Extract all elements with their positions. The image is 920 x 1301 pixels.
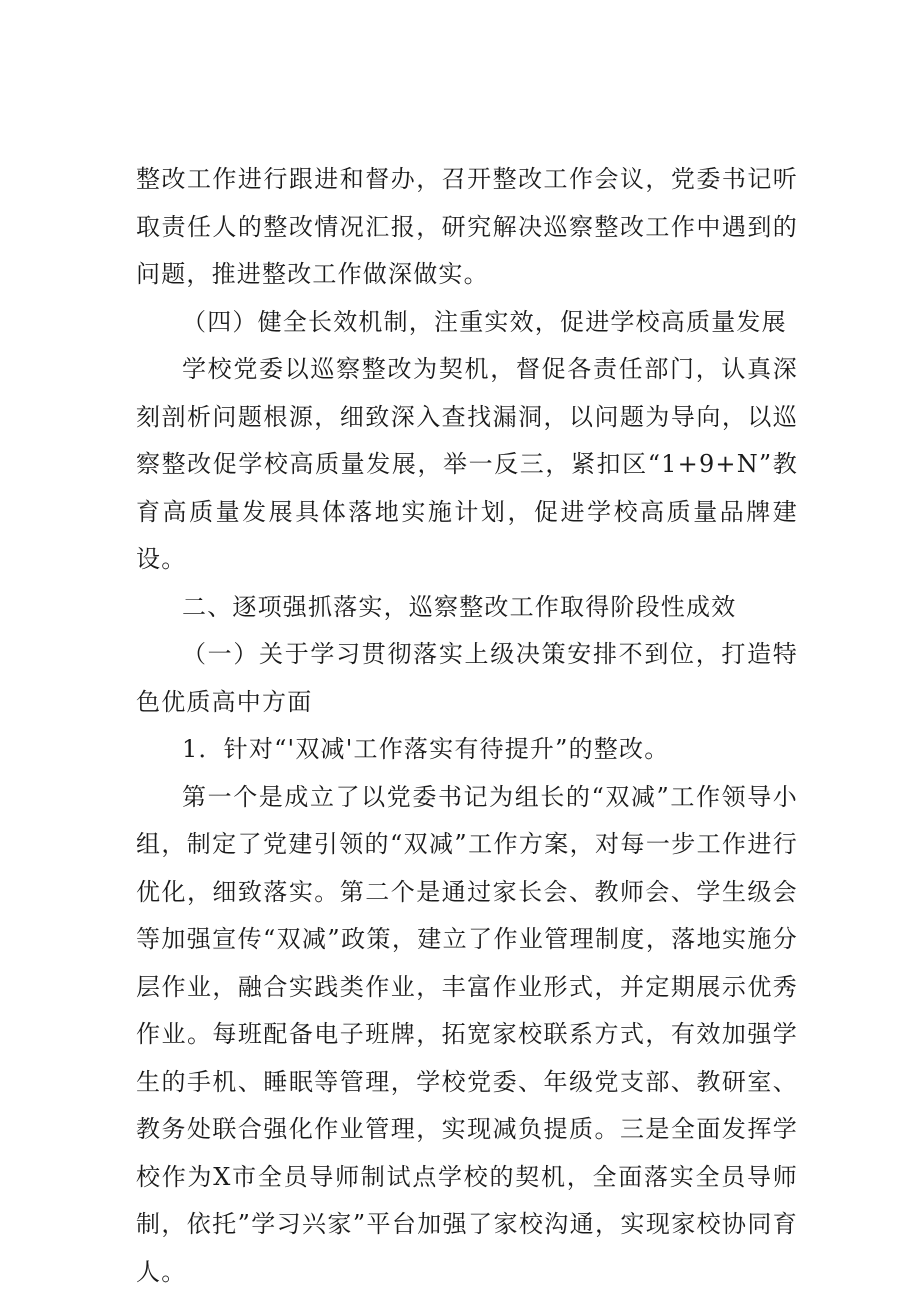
section-heading-4: （四）健全长效机制，注重实效，促进学校高质量发展: [182, 307, 787, 336]
chapter-heading-2: 二、逐项强抓落实，巡察整改工作取得阶段性成效: [182, 592, 737, 621]
paragraph-continuation: 整改工作进行跟进和督办，召开整改工作会议，党委书记听取责任人的整改情况汇报，研究解决巡察整改工作中遇到的问题，推进整改工作做深做实。: [136, 165, 798, 288]
paragraph-double-reduction: 第一个是成立了以党委书记为组长的“双减”工作领导小组，制定了党建引领的“双减”工作方案，对每一步工作进行优化，细致落实。第二个是通过家长会、教师会、学生级会等加强宣传“双减”政策，建立了作业管理制度，落地实施分层作业，融合实践类作业，丰富作业形式，并定期展示优秀作业。每班配备电子班牌，拓宽家校联系方式，有效加强学生的手机、睡眠等管理，学校党委、年级党支部、教研室、教务处联合强化作业管理，实现减负提质。三是全面发挥学校作为X市全员导师制试点学校的契机，全面落实全员导师制，依托”学习兴家”平台加强了家校沟通，实现家校协同育人。: [136, 782, 798, 1286]
paragraph-long-term-mechanism: 学校党委以巡察整改为契机，督促各责任部门，认真深刻剖析问题根源，细致深入查找漏洞，以问题为导向，以巡察整改促学校高质量发展，举一反三，紧扣区“1+9+N”教育高质量发展具体落地实施计划，促进学校高质量品牌建设。: [136, 355, 798, 573]
section-heading-1: （一）关于学习贯彻落实上级决策安排不到位，打造特色优质高中方面: [136, 640, 798, 716]
item-heading-1: 1．针对“'双减'工作落实有待提升”的整改。: [182, 735, 670, 763]
document-body: [136, 156, 798, 1296]
